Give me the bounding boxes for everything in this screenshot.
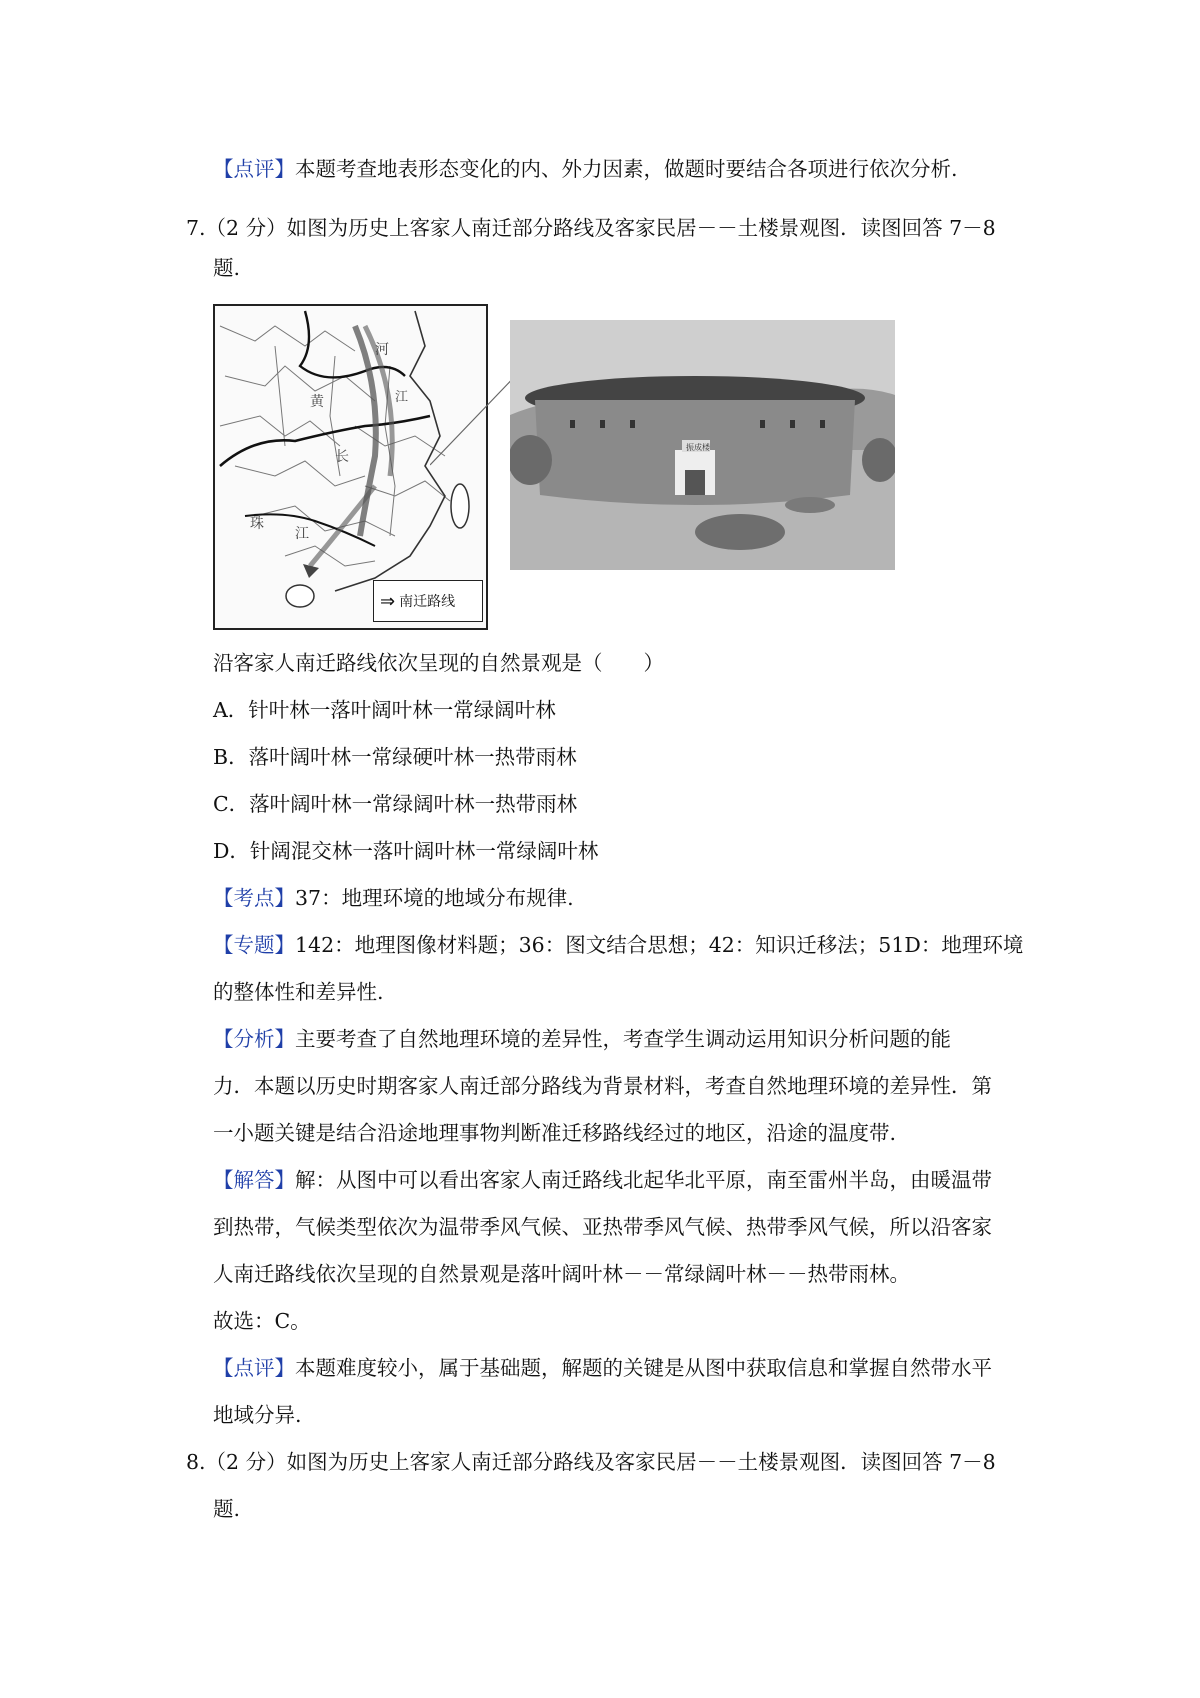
river-label-zhu: 珠	[250, 516, 264, 532]
zhuanti-text-cont: 的整体性和差异性.	[213, 980, 384, 1004]
fenxi-text: 主要考查了自然地理环境的差异性，考查学生调动运用知识分析问题的能	[295, 1027, 951, 1051]
tulou-photo	[510, 320, 895, 570]
river-label-chang: 长	[335, 449, 349, 465]
river-label-jiang2: 江	[295, 526, 309, 542]
tulou-photo-svg	[510, 320, 895, 570]
comment-text: 本题考查地表形态变化的内、外力因素，做题时要结合各项进行依次分析.	[295, 157, 958, 181]
zhuanti-line	[213, 930, 1023, 960]
zhuanti-text: 142：地理图像材料题；36：图文结合思想；42：知识迁移法；51D：地理环境	[295, 933, 1024, 957]
kaodian-line	[213, 883, 574, 913]
legend-label: 南迁路线	[399, 594, 456, 610]
fenxi-tag: 【分析】	[213, 1027, 295, 1051]
jieda-line	[213, 1165, 992, 1195]
comment-line	[213, 154, 958, 184]
question-7-text: 沿客家人南迁路线依次呈现的自然景观是（ ）	[213, 651, 664, 675]
dianping-text-2: 地域分异.	[213, 1403, 302, 1427]
jieda-text-2: 到热带，气候类型依次为温带季风气候、亚热带季风气候、热带季风气候，所以沿客家	[213, 1215, 992, 1239]
map-legend	[373, 580, 483, 622]
kaodian-tag: 【考点】	[213, 886, 295, 910]
river-label-jiang: 江	[395, 390, 409, 405]
zhuanti-tag: 【专题】	[213, 933, 295, 957]
fenxi-line	[213, 1024, 951, 1054]
fenxi-text-3: 一小题关键是结合沿途地理事物判断准迁移路线经过的地区，沿途的温度带.	[213, 1121, 897, 1145]
jieda-tag: 【解答】	[213, 1168, 295, 1192]
question-8-stem-cont: 题.	[213, 1497, 241, 1521]
option-c: C．落叶阔叶林一常绿阔叶林一热带雨林	[213, 792, 578, 816]
jieda-text: 解：从图中可以看出客家人南迁路线北起华北平原，南至雷州半岛，由暖温带	[295, 1168, 992, 1192]
river-label-huang: 黄	[310, 394, 324, 410]
river-label-he: 河	[375, 342, 389, 358]
dianping-line	[213, 1353, 992, 1383]
option-b: B．落叶阔叶林一常绿硬叶林一热带雨林	[213, 745, 577, 769]
question-7-stem-cont: 题.	[213, 256, 241, 280]
photo-sign: 振成楼	[686, 443, 710, 452]
question-8-stem: 8.（2 分）如图为历史上客家人南迁部分路线及客家民居－－土楼景观图．读图回答 7－8	[186, 1450, 996, 1474]
fenxi-text-2: 力．本题以历史时期客家人南迁部分路线为背景材料，考查自然地理环境的差异性．第	[213, 1074, 992, 1098]
jieda-text-3: 人南迁路线依次呈现的自然景观是落叶阔叶林－－常绿阔叶林－－热带雨林。	[213, 1262, 910, 1286]
dianping-text: 本题难度较小，属于基础题，解题的关键是从图中获取信息和掌握自然带水平	[295, 1356, 992, 1380]
dianping-tag: 【点评】	[213, 1356, 295, 1380]
route-arrow-icon: ⇒	[380, 590, 396, 612]
option-d: D．针阔混交林一落叶阔叶林一常绿阔叶林	[213, 839, 599, 863]
option-a: A．针叶林一落叶阔叶林一常绿阔叶林	[213, 698, 556, 722]
answer-line: 故选：C。	[213, 1309, 311, 1333]
question-7-stem: 7.（2 分）如图为历史上客家人南迁部分路线及客家民居－－土楼景观图．读图回答 7－8	[186, 216, 996, 240]
kaodian-text: 37：地理环境的地域分布规律.	[295, 886, 574, 910]
comment-tag: 【点评】	[213, 157, 295, 181]
